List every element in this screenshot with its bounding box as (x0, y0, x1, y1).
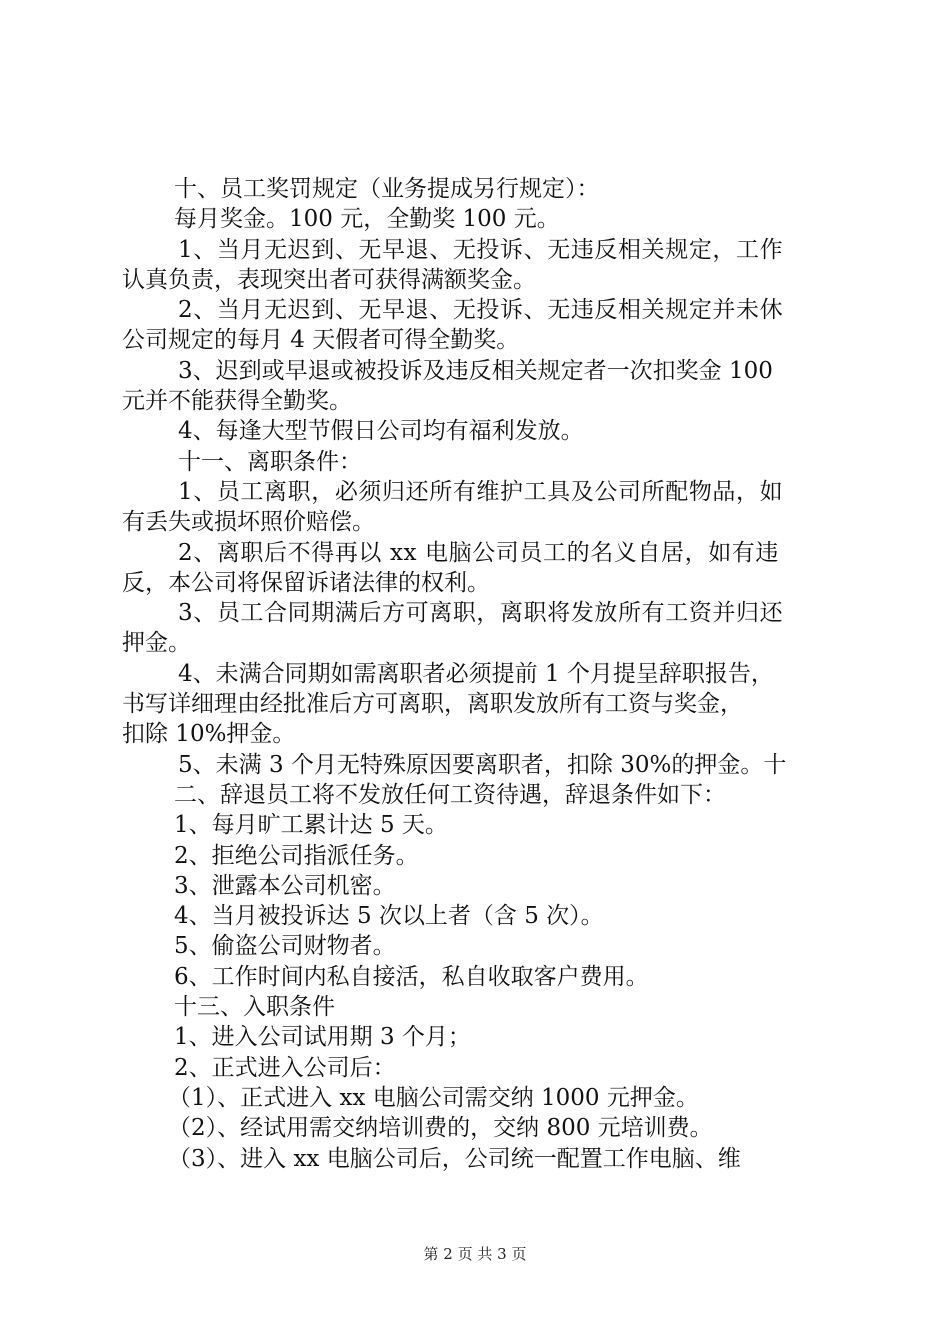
text-line: 反，本公司将保留诉诸法律的权利。 (122, 569, 490, 596)
list-item: 2、拒绝公司指派任务。 (174, 842, 419, 869)
text-line: 公司规定的每月 4 天假者可得全勤奖。 (122, 327, 520, 354)
page-footer (0, 1244, 950, 1264)
text-line: 元并不能获得全勤奖。 (122, 388, 352, 415)
text-line: 2、当月无迟到、无早退、无投诉、无违反相关规定并未休 (178, 297, 784, 324)
document-body (122, 174, 834, 1174)
sub-list-item: （2）、经试用需交纳培训费的，交纳 800 元培训费。 (168, 1115, 713, 1142)
text-line: 押金。 (122, 630, 191, 657)
text-line: 书写详细理由经批准后方可离职，离职发放所有工资与奖金， (122, 691, 743, 718)
text-line: 2、离职后不得再以 xx 电脑公司员工的名义自居，如有违 (178, 539, 779, 566)
text-line: 每月奖金。100 元，全勤奖 100 元。 (174, 206, 560, 233)
text-line: 1、当月无迟到、无早退、无投诉、无违反相关规定，工作 (178, 236, 784, 263)
text-line: 3、员工合同期满后方可离职，离职将发放所有工资并归还 (178, 600, 784, 627)
text-line: 5、未满 3 个月无特殊原因要离职者，扣除 30%的押金。十 (178, 751, 787, 778)
text-line: 1、员工离职，必须归还所有维护工具及公司所配物品，如 (178, 478, 784, 505)
list-item: 4、当月被投诉达 5 次以上者（含 5 次）。 (174, 903, 604, 930)
section-heading-rewards: 十、员工奖罚规定（业务提成另行规定）： (174, 176, 600, 202)
text-line: 4、未满合同期如需离职者必须提前 1 个月提呈辞职报告， (178, 660, 774, 687)
sub-list-item: （1）、正式进入 xx 电脑公司需交纳 1000 元押金。 (168, 1084, 699, 1111)
list-item: 1、进入公司试用期 3 个月； (174, 1024, 471, 1051)
section-heading-resignation: 十一、离职条件： (178, 448, 362, 475)
section-heading-dismissal: 二、辞退员工将不发放任何工资待遇，辞退条件如下： (174, 781, 726, 808)
page-indicator: 第 2 页 共 3 页 (423, 1245, 527, 1263)
text-line: 认真负责，表现突出者可获得满额奖金。 (122, 266, 536, 293)
list-item: 6、工作时间内私自接活，私自收取客户费用。 (174, 963, 649, 990)
text-line: 3、迟到或早退或被投诉及违反相关规定者一次扣奖金 100 (178, 357, 773, 384)
sub-list-item: （3）、进入 xx 电脑公司后，公司统一配置工作电脑、维 (168, 1145, 741, 1172)
text-line: 4、每逢大型节假日公司均有福利发放。 (178, 418, 584, 445)
list-item: 3、泄露本公司机密。 (174, 872, 396, 899)
text-line: 有丢失或损坏照价赔偿。 (122, 509, 375, 536)
list-item: 2、正式进入公司后： (174, 1054, 396, 1081)
section-heading-onboarding: 十三、入职条件 (174, 994, 335, 1021)
list-item: 1、每月旷工累计达 5 天。 (174, 812, 448, 839)
list-item: 5、偷盗公司财物者。 (174, 933, 396, 960)
text-line: 扣除 10%押金。 (122, 721, 296, 748)
